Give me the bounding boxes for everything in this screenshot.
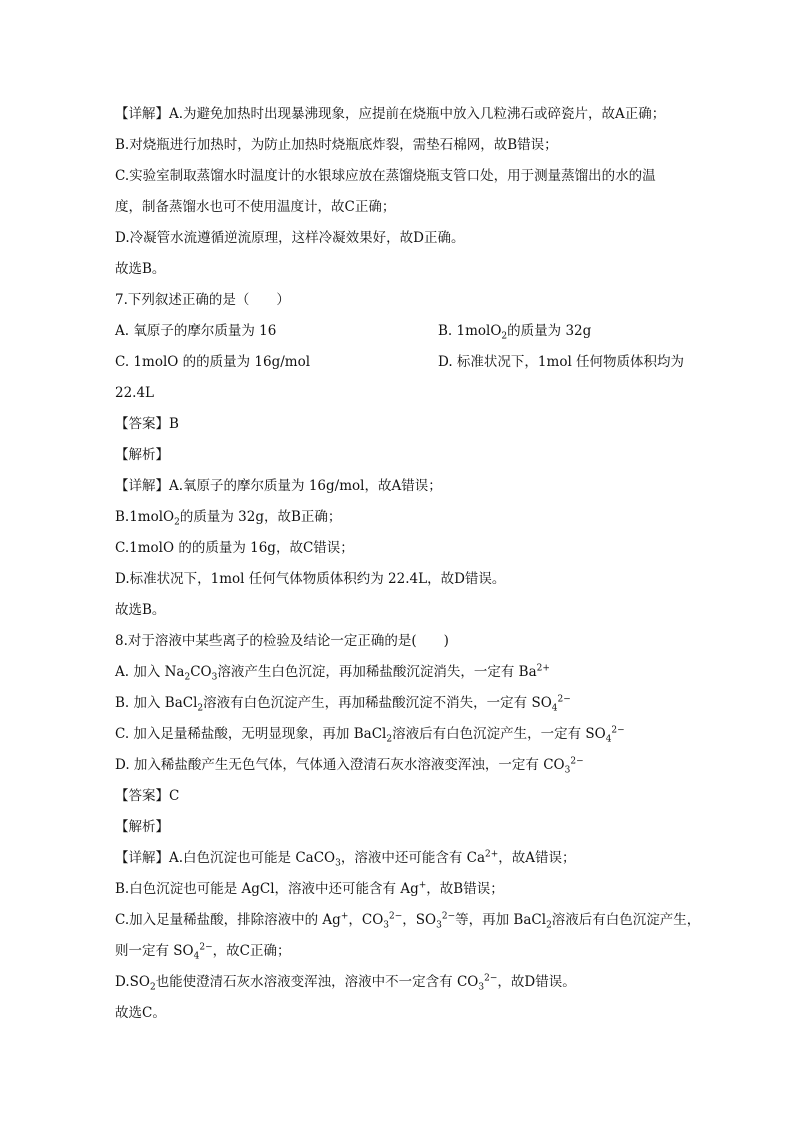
q7-detail-d: D.标准状况下，1mol 任何气体物质体积约为 22.4L，故D错误。 (115, 571, 506, 587)
q8-answer: 【答案】C (115, 788, 180, 804)
q8-analysis-label: 【解析】 (115, 819, 169, 835)
q7-conclusion: 故选B。 (115, 602, 166, 618)
q8-option-c: C. 加入足量稀盐酸，无明显现象，再加 BaCl$_2$溶液后有白色沉淀产生，一定有 $SO_4^{2-}$ (115, 725, 625, 745)
q6-detail-b: B.对烧瓶进行加热时，为防止加热时烧瓶底炸裂，需垫石棉网，故B错误； (115, 137, 558, 153)
q7-detail-c: C.1molO 的的质量为 16g，故C错误； (115, 540, 354, 556)
q7-option-c: C. 1molO 的的质量为 16g/mol (115, 354, 311, 370)
q7-option-d: D. 标准状况下，1mol 任何物质体积均为 (438, 354, 685, 370)
q6-detail-a: 【详解】A.为避免加热时出现暴沸现象，应提前在烧瓶中放入几粒沸石或碎瓷片，故A正确； (115, 106, 666, 122)
q7-option-b: B. 1molO$_2$的质量为 32g (438, 323, 592, 342)
q8-detail-c-line2: 则一定有 $SO_4^{2-}$，故C正确； (115, 942, 291, 962)
q6-detail-d: D.冷凝管水流遵循逆流原理，这样冷凝效果好，故D正确。 (115, 230, 465, 246)
q6-detail-c-line2: 度，制备蒸馏水也可不使用温度计，故C正确； (115, 199, 396, 215)
q8-option-a: A. 加入 $Na_2CO_3$溶液产生白色沉淀，再加稀盐酸沉淀消失，一定有 $Ba^{2+}$ (115, 663, 550, 683)
q6-detail-c-line1: C.实验室制取蒸馏水时温度计的水银球应放在蒸馏烧瓶支管口处，用于测量蒸馏出的水的温 (115, 168, 656, 184)
q8-stem: 8.对于溶液中某些离子的检验及结论一定正确的是( ) (115, 633, 449, 649)
q8-detail-b: B.白色沉淀也可能是 AgCl，溶液中还可能含有 Ag+，故B错误； (115, 880, 504, 897)
q8-detail-d: $D.SO_2$也能使澄清石灰水溶液变浑浊，溶液中不一定含有 $CO_3^{2-}$，故D错误。 (115, 973, 576, 993)
q8-option-d: D. 加入稀盐酸产生无色气体，气体通入澄清石灰水溶液变浑浊，一定有 $CO_3^{2-}$ (115, 756, 584, 776)
q7-answer: 【答案】B (115, 416, 179, 432)
q8-option-b: B. 加入 BaCl$_2$溶液有白色沉淀产生，再加稀盐酸沉淀不消失，一定有 $SO_4^{2-}$ (115, 694, 571, 714)
q8-conclusion: 故选C。 (115, 1005, 166, 1021)
q7-detail-a: 【详解】A.氧原子的摩尔质量为 16g/mol，故A错误； (115, 478, 442, 494)
q8-detail-c-line1: C.加入足量稀盐酸，排除溶液中的 Ag+，$CO_3^{2-}$，$SO_3^{2-}$等，再加 BaCl$_2$溶液后有白色沉淀产生， (115, 911, 701, 931)
q7-detail-b: B.1molO$_2$的质量为 32g，故B正确； (115, 509, 342, 528)
q7-analysis-label: 【解析】 (115, 447, 169, 463)
q7-option-a: A. 氧原子的摩尔质量为 16 (115, 323, 277, 339)
q7-option-d-continued: 22.4L (115, 385, 155, 401)
q8-detail-a: 【详解】A.白色沉淀也可能是 CaCO$_3$，溶液中还可能含有 $Ca^{2+}$，故A错误； (115, 849, 576, 869)
q7-stem: 7.下列叙述正确的是（ ） (115, 292, 290, 308)
q6-conclusion: 故选B。 (115, 261, 166, 277)
